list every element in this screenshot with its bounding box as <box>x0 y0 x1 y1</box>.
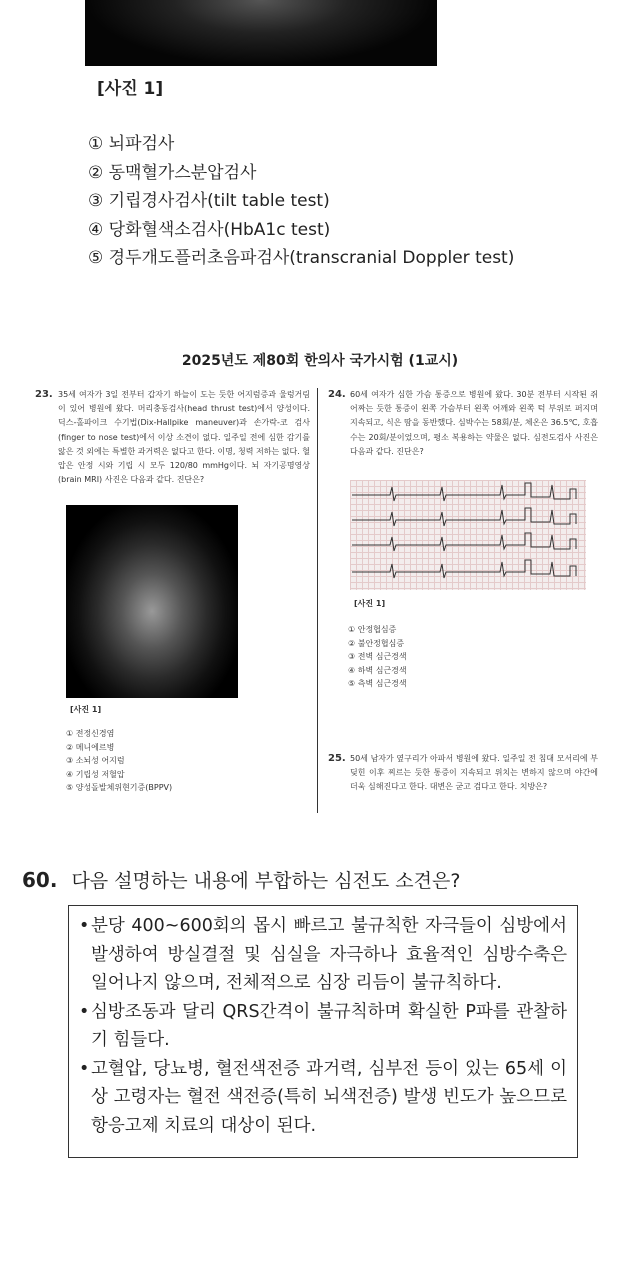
question-24 <box>328 388 598 459</box>
brain-mri-image <box>66 505 238 698</box>
option-2: ② 불안정협심증 <box>348 638 405 648</box>
answer-options <box>66 727 172 795</box>
question-text: 다음 설명하는 내용에 부합하는 심전도 소견은? <box>71 870 461 892</box>
description-box <box>68 905 578 1158</box>
bullet-item <box>79 1055 567 1141</box>
bullet-icon: • <box>79 1058 90 1079</box>
bullet-icon: • <box>79 916 90 936</box>
option-1: ① 안정협심증 <box>348 625 397 634</box>
question-number: 24. <box>328 389 346 400</box>
question-text: 60세 여자가 심한 가슴 통증으로 병원에 왔다. 30분 전부터 시작된 쥐어짜는 듯한 통증이 왼쪽 가슴부터 왼쪽 어깨와 왼쪽 턱 부위로 퍼지며 지속되고, 식은 땀을 동반했다. 심박수는 58회/분, 체온은 36.5℃, 호흡수는 20회/분이었으며, 평소 복용하는 약물은 없다. 심전도검사 사진은 다음과 같다. 진단은? <box>350 390 598 456</box>
column-divider <box>317 388 318 813</box>
option-3: ③ 기립경사검사(tilt table test) <box>88 191 330 211</box>
option-1: ① 뇌파검사 <box>88 134 175 154</box>
answer-options <box>348 623 407 691</box>
question-number: 23. <box>35 389 53 400</box>
option-3: ③ 소뇌성 어지럼 <box>66 756 125 765</box>
option-1: ① 전정신경염 <box>66 729 115 738</box>
question-23 <box>35 388 310 487</box>
bullet-item <box>79 912 567 998</box>
bullet-text: 분당 400~600회의 몹시 빠르고 불규칙한 자극들이 심방에서 발생하여 방실결절 및 심실을 자극하나 효율적인 심방수축은 일어나지 않으며, 전체적으로 심장 리듬이 불규칙하다. <box>91 916 567 993</box>
option-5: ⑤ 경두개도플러초음파검사(transcranial Doppler test) <box>88 248 515 268</box>
question-number: 25. <box>328 753 346 764</box>
option-4: ④ 당화혈색소검사(HbA1c test) <box>88 219 331 240</box>
bullet-text: 고혈압, 당뇨병, 혈전색전증 과거력, 심부전 등이 있는 65세 이상 고령자는 혈전 색전증(특히 뇌색전증) 발생 빈도가 높으므로 항응고제 치료의 대상이 된다. <box>91 1058 567 1136</box>
figure-caption: [사진 1] <box>70 705 102 714</box>
ct-scan-image <box>85 0 437 66</box>
ecg-trace <box>350 480 586 590</box>
option-2: ② 동맥혈가스분압검사 <box>88 162 257 183</box>
option-2: ② 메니에르병 <box>66 742 115 752</box>
question-number: 60. <box>22 868 58 892</box>
question-60 <box>22 866 460 893</box>
option-4: ④ 하벽 심근경색 <box>348 665 407 675</box>
bullet-icon: • <box>79 1001 90 1022</box>
answer-options <box>88 130 514 273</box>
option-5: ⑤ 양성돌발체위현기증(BPPV) <box>66 783 173 792</box>
option-5: ⑤ 측벽 심근경색 <box>348 679 407 688</box>
ecg-image <box>350 480 586 590</box>
question-text: 50세 남자가 옆구리가 아파서 병원에 왔다. 일주일 전 침대 모서리에 부딪힌 이후 찌르는 듯한 통증이 지속되고 위치는 변하지 않으며 야간에 더욱 심해진다고 한다. 대변은 굳고 검다고 한다. 치방은? <box>350 754 598 792</box>
exam-title: 2025년도 제80회 한의사 국가시험 (1교시) <box>181 353 459 369</box>
figure-caption: [사진 1] <box>354 599 386 608</box>
option-4: ④ 기립성 저혈압 <box>66 769 125 779</box>
bullet-item <box>79 998 567 1055</box>
bullet-text: 심방조동과 달리 QRS간격이 불규칙하며 확실한 P파를 관찰하기 힘들다. <box>91 1001 567 1050</box>
question-25 <box>328 752 598 795</box>
question-text: 35세 여자가 3일 전부터 갑자기 하늘이 도는 듯한 어지럼증과 울렁거림이 있어 병원에 왔다. 머리충동검사(head thrust test)에서 양성이다. 딕스-홀파이크 수기법(Dix-Hallpike maneuver)과 손가락-코 검사(finger to nose test)에서 이상 소견이 없다. 일주일 전에 심한 감기를 앓은 것 외에는 특별한 과거력은 없다고 한다. 이명, 청력 저하는 없다. 혈압은 안정 시와 기립 시 모두 120/80 mmHg이다. 뇌 자기공명영상(brain MRI) 사진은 다음과 같다. 진단은? <box>58 390 310 485</box>
option-3: ③ 전벽 심근경색 <box>348 652 407 661</box>
figure-caption: [사진 1] <box>97 79 164 99</box>
